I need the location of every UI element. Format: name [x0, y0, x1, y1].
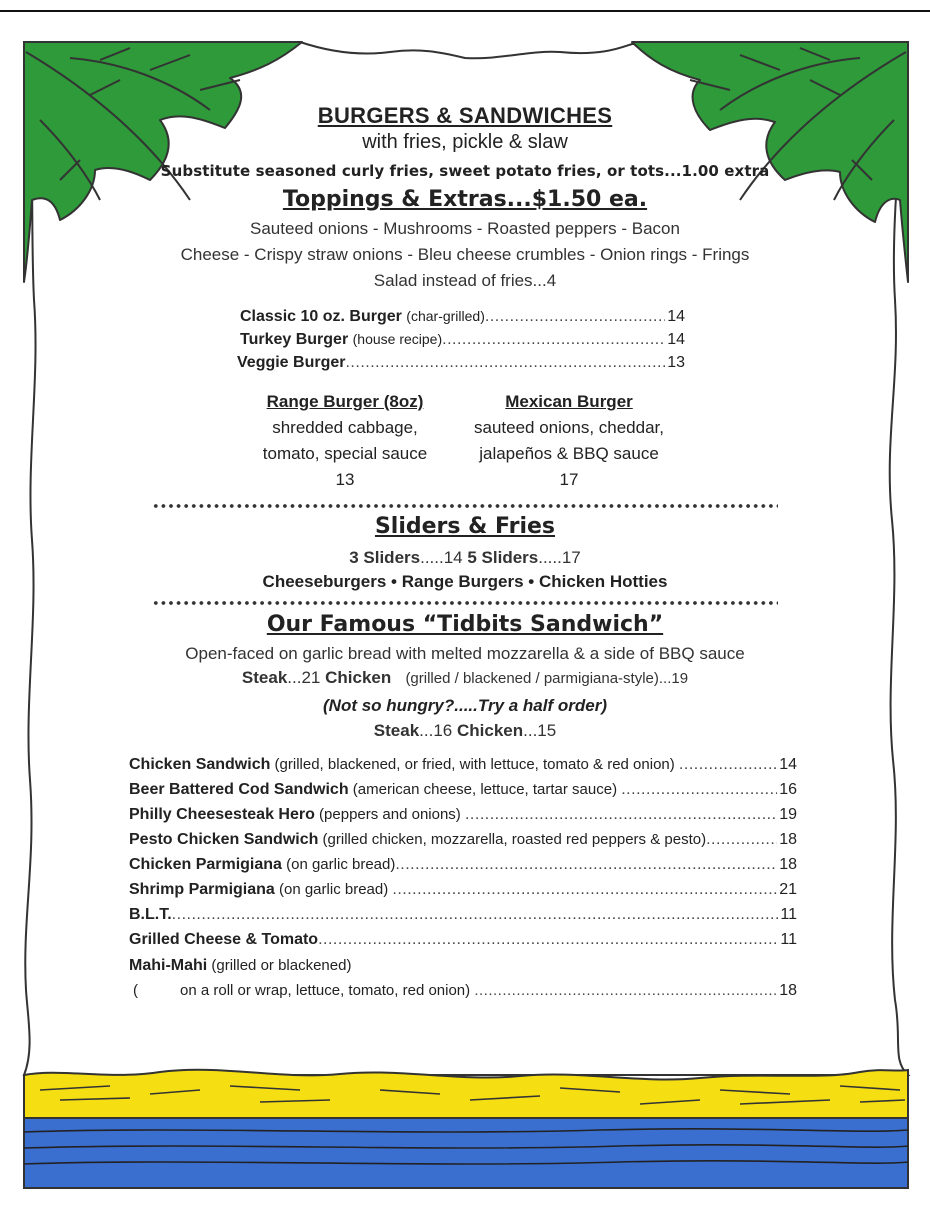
- item-name: Chicken Sandwich: [129, 756, 271, 773]
- item-name: Grilled Cheese & Tomato: [129, 931, 319, 948]
- item-price: 16: [779, 781, 797, 798]
- item-note: (on garlic bread): [274, 881, 393, 898]
- open-paren: (: [133, 982, 138, 999]
- menu-item: [129, 831, 797, 849]
- mexican-burger-block: [459, 389, 679, 493]
- toppings-title: Toppings & Extras...$1.50 ea.: [282, 187, 648, 212]
- item-note: (grilled or blackened): [207, 957, 352, 974]
- dot-leader: [392, 881, 777, 899]
- item-name: Mahi-Mahi: [129, 957, 208, 974]
- item-price: 18: [779, 831, 797, 848]
- item-note: (grilled, blackened, or fried, with lettuce, tomato & red onion): [270, 756, 679, 773]
- half-steak-label: Steak: [373, 721, 420, 740]
- item-price: 14: [667, 308, 685, 325]
- dot-leader: [442, 331, 665, 349]
- dotted-divider: [152, 600, 778, 606]
- item-name: Chicken Parmigiana: [129, 856, 282, 873]
- dot-leader: [679, 756, 777, 774]
- item-note: (grilled chicken, mozzarella, roasted red peppers & pesto): [318, 831, 707, 848]
- item-name: Classic 10 oz. Burger: [240, 308, 402, 325]
- dot-leader: [485, 308, 665, 326]
- half-order-prices: [0, 721, 930, 741]
- item-note: (on garlic bread): [281, 856, 396, 873]
- dot-leader: [318, 931, 778, 949]
- page-subtitle: with fries, pickle & slaw: [362, 131, 568, 153]
- item-name: Shrimp Parmigiana: [129, 881, 275, 898]
- item-price: 19: [779, 806, 797, 823]
- range-burger-line-2: tomato, special sauce: [262, 444, 428, 463]
- menu-item: [129, 756, 797, 774]
- item-note: (american cheese, lettuce, tartar sauce): [348, 781, 622, 798]
- item-name: B.L.T.: [129, 906, 172, 923]
- item-price: 13: [667, 354, 685, 371]
- dot-leader: [345, 354, 665, 372]
- menu-item: [129, 806, 797, 824]
- substitute-note: Substitute seasoned curly fries, sweet potato fries, or tots...1.00 extra: [160, 162, 770, 180]
- sliders-option-1-price: .....14: [420, 548, 463, 567]
- item-price: 14: [779, 756, 797, 773]
- mexican-burger-line-1: sauteed onions, cheddar,: [474, 418, 664, 437]
- mexican-burger-price: 17: [559, 470, 579, 489]
- item-name: Pesto Chicken Sandwich: [129, 831, 319, 848]
- item-note: (house recipe): [352, 331, 443, 347]
- item-price: 18: [779, 982, 797, 999]
- mexican-burger-title: Mexican Burger: [505, 392, 633, 411]
- item-price: 18: [779, 856, 797, 873]
- item-name: Veggie Burger: [237, 354, 346, 371]
- half-steak-price: ...16: [419, 721, 453, 740]
- menu-item: [129, 781, 797, 799]
- dot-leader: [465, 806, 777, 824]
- sliders-options: [0, 548, 930, 568]
- tidbits-chicken-note: (grilled / blackened / parmigiana-style)...19: [405, 670, 689, 687]
- dot-leader: [474, 982, 777, 999]
- sliders-option-2-price: .....17: [538, 548, 581, 567]
- menu-item: [129, 906, 797, 924]
- item-price: 14: [667, 331, 685, 348]
- menu-item: [237, 354, 685, 372]
- menu-item: [129, 881, 797, 899]
- tidbits-description: Open-faced on garlic bread with melted mozzarella & a side of BBQ sauce: [185, 644, 745, 663]
- half-chicken-price: ...15: [523, 721, 557, 740]
- item-name: Beer Battered Cod Sandwich: [129, 781, 349, 798]
- item-name: Philly Cheesesteak Hero: [129, 806, 315, 823]
- range-burger-line-1: shredded cabbage,: [272, 418, 418, 437]
- dotted-divider: [152, 503, 778, 509]
- dot-leader: [706, 831, 777, 849]
- tidbits-steak-label: Steak: [241, 668, 288, 687]
- dot-leader: [172, 906, 779, 924]
- menu-item: [240, 308, 685, 326]
- tidbits-title: Our Famous “Tidbits Sandwich”: [266, 612, 664, 637]
- sliders-title: Sliders & Fries: [374, 514, 556, 539]
- item-price: 11: [780, 906, 797, 923]
- tidbits-prices: [0, 668, 930, 688]
- half-order-note: (Not so hungry?.....Try a half order): [323, 696, 607, 715]
- range-burger-title: Range Burger (8oz): [266, 392, 424, 411]
- mahi-mahi-item: [129, 957, 797, 975]
- sliders-varieties: Cheeseburgers • Range Burgers • Chicken Hotties: [262, 572, 668, 591]
- mexican-burger-line-2: jalapeños & BBQ sauce: [479, 444, 659, 463]
- item-price: 21: [779, 881, 797, 898]
- toppings-line-1: Sauteed onions - Mushrooms - Roasted peppers - Bacon: [250, 219, 680, 238]
- item-note: (peppers and onions): [314, 806, 465, 823]
- water-band: [24, 1118, 908, 1188]
- range-burger-price: 13: [335, 470, 355, 489]
- sand-band: [24, 1070, 908, 1122]
- half-chicken-label: Chicken: [456, 721, 524, 740]
- mahi-mahi-detail: [133, 982, 797, 1000]
- toppings-line-3: Salad instead of fries...4: [373, 271, 557, 290]
- item-note: on a roll or wrap, lettuce, tomato, red onion): [180, 982, 475, 999]
- menu-item: [129, 931, 797, 949]
- item-price: 11: [780, 931, 797, 948]
- menu-item: [240, 331, 685, 349]
- sliders-option-2-label: 5 Sliders: [467, 548, 539, 567]
- dot-leader: [621, 781, 777, 799]
- item-name: Turkey Burger: [240, 331, 349, 348]
- tidbits-chicken-label: Chicken: [325, 668, 392, 687]
- item-note: (char-grilled): [406, 308, 485, 324]
- dot-leader: [395, 856, 777, 874]
- tidbits-steak-price: ...21: [287, 668, 321, 687]
- toppings-line-2: Cheese - Crispy straw onions - Bleu cheese crumbles - Onion rings - Frings: [180, 245, 750, 264]
- sliders-option-1-label: 3 Sliders: [349, 548, 421, 567]
- menu-item: [129, 856, 797, 874]
- page-title: BURGERS & SANDWICHES: [317, 103, 613, 128]
- range-burger-block: [245, 389, 445, 493]
